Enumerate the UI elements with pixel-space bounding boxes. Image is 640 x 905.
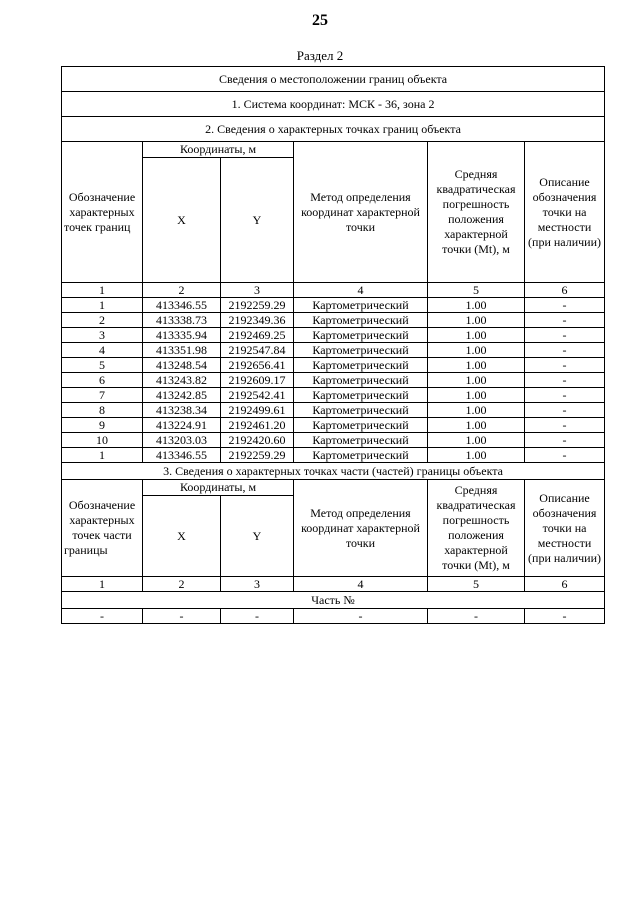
header-method-part: Метод определения координат характерной точки [294, 480, 428, 577]
cell-method: Картометрический [294, 298, 428, 313]
column-numbers-row-part [62, 577, 605, 592]
header-coordinates-part: Координаты, м [143, 480, 294, 496]
cell-x: 413346.55 [143, 298, 221, 313]
cell-desc: - [525, 448, 605, 463]
cell-y: 2192499.61 [221, 403, 294, 418]
cell-y: 2192542.41 [221, 388, 294, 403]
column-number: 2 [143, 577, 221, 592]
cell-desc: - [525, 298, 605, 313]
cell-mt: 1.00 [428, 433, 525, 448]
cell-mt: 1.00 [428, 403, 525, 418]
header-x: X [143, 158, 221, 283]
cell-y: 2192547.84 [221, 343, 294, 358]
cell-desc: - [525, 388, 605, 403]
header-description-part: Описание обозначения точки на местности (при наличии) [525, 480, 605, 577]
table-row [62, 373, 605, 388]
column-number: 1 [62, 283, 143, 298]
cell-empty: - [525, 609, 605, 624]
cell-method: Картометрический [294, 373, 428, 388]
cell-method: Картометрический [294, 328, 428, 343]
table-row [62, 418, 605, 433]
cell-y: 2192349.36 [221, 313, 294, 328]
cell-desc: - [525, 373, 605, 388]
table-row [62, 313, 605, 328]
table-row [62, 343, 605, 358]
table-row [62, 328, 605, 343]
cell-y: 2192656.41 [221, 358, 294, 373]
cell-point: 3 [62, 328, 143, 343]
column-numbers-row [62, 283, 605, 298]
cell-point: 4 [62, 343, 143, 358]
cell-mt: 1.00 [428, 358, 525, 373]
cell-desc: - [525, 433, 605, 448]
cell-empty: - [428, 609, 525, 624]
cell-x: 413243.82 [143, 373, 221, 388]
cell-desc: - [525, 403, 605, 418]
cell-desc: - [525, 313, 605, 328]
cell-empty: - [221, 609, 294, 624]
cell-x: 413242.85 [143, 388, 221, 403]
header-description: Описание обозначения точки на местности (при наличии) [525, 142, 605, 283]
table-row [62, 433, 605, 448]
cell-method: Картометрический [294, 403, 428, 418]
header-accuracy: Средняя квадратическая погрешность положения характерной точки (Mt), м [428, 142, 525, 283]
cell-desc: - [525, 328, 605, 343]
cell-y: 2192420.60 [221, 433, 294, 448]
cell-x: 413335.94 [143, 328, 221, 343]
column-number: 6 [525, 577, 605, 592]
coordinate-system: 1. Система координат: МСК - 36, зона 2 [62, 92, 605, 117]
cell-method: Картометрический [294, 418, 428, 433]
header-coordinates: Координаты, м [143, 142, 294, 158]
cell-desc: - [525, 418, 605, 433]
cell-point: 7 [62, 388, 143, 403]
cell-method: Картометрический [294, 313, 428, 328]
cell-mt: 1.00 [428, 313, 525, 328]
cell-y: 2192609.17 [221, 373, 294, 388]
table-title: Сведения о местоположении границ объекта [62, 67, 605, 92]
section-label: Раздел 2 [296, 48, 344, 63]
header-point-designation-part: Обозначение характерных точек части границы [62, 480, 143, 577]
cell-mt: 1.00 [428, 343, 525, 358]
header-y: Y [221, 158, 294, 283]
header-x-part: X [143, 496, 221, 577]
table-row [62, 609, 605, 624]
cell-empty: - [62, 609, 143, 624]
cell-method: Картометрический [294, 358, 428, 373]
cell-x: 413224.91 [143, 418, 221, 433]
table-row [62, 358, 605, 373]
cell-point: 5 [62, 358, 143, 373]
cell-point: 6 [62, 373, 143, 388]
cell-x: 413338.73 [143, 313, 221, 328]
column-number: 2 [143, 283, 221, 298]
column-number: 4 [294, 283, 428, 298]
column-number: 3 [221, 283, 294, 298]
section2-heading: 2. Сведения о характерных точках границ объекта [62, 117, 605, 142]
cell-y: 2192469.25 [221, 328, 294, 343]
table-row [62, 388, 605, 403]
cell-point: 8 [62, 403, 143, 418]
cell-y: 2192259.29 [221, 298, 294, 313]
cell-mt: 1.00 [428, 388, 525, 403]
cell-point: 1 [62, 298, 143, 313]
column-number: 5 [428, 283, 525, 298]
cell-mt: 1.00 [428, 448, 525, 463]
header-method: Метод определения координат характерной точки [294, 142, 428, 283]
column-number: 3 [221, 577, 294, 592]
cell-desc: - [525, 358, 605, 373]
column-number: 5 [428, 577, 525, 592]
table-row [62, 403, 605, 418]
column-number: 4 [294, 577, 428, 592]
header-accuracy-part: Средняя квадратическая погрешность положения характерной точки (Mt), м [428, 480, 525, 577]
cell-x: 413238.34 [143, 403, 221, 418]
cell-mt: 1.00 [428, 328, 525, 343]
boundary-table [61, 66, 605, 624]
part-label: Часть № [62, 592, 605, 609]
header-point-designation: Обозначение характерных точек границ [62, 142, 143, 283]
table-row [62, 448, 605, 463]
cell-point: 10 [62, 433, 143, 448]
cell-y: 2192259.29 [221, 448, 294, 463]
section3-heading: 3. Сведения о характерных точках части (частей) границы объекта [62, 463, 605, 480]
cell-mt: 1.00 [428, 418, 525, 433]
cell-x: 413346.55 [143, 448, 221, 463]
cell-point: 2 [62, 313, 143, 328]
page-number: 25 [312, 12, 328, 29]
table-row [62, 298, 605, 313]
cell-empty: - [143, 609, 221, 624]
header-y-part: Y [221, 496, 294, 577]
cell-method: Картометрический [294, 433, 428, 448]
cell-method: Картометрический [294, 448, 428, 463]
column-number: 6 [525, 283, 605, 298]
cell-y: 2192461.20 [221, 418, 294, 433]
cell-mt: 1.00 [428, 298, 525, 313]
cell-desc: - [525, 343, 605, 358]
cell-x: 413351.98 [143, 343, 221, 358]
cell-point: 9 [62, 418, 143, 433]
column-number: 1 [62, 577, 143, 592]
cell-method: Картометрический [294, 388, 428, 403]
cell-x: 413248.54 [143, 358, 221, 373]
cell-method: Картометрический [294, 343, 428, 358]
cell-point: 1 [62, 448, 143, 463]
cell-x: 413203.03 [143, 433, 221, 448]
cell-mt: 1.00 [428, 373, 525, 388]
cell-empty: - [294, 609, 428, 624]
